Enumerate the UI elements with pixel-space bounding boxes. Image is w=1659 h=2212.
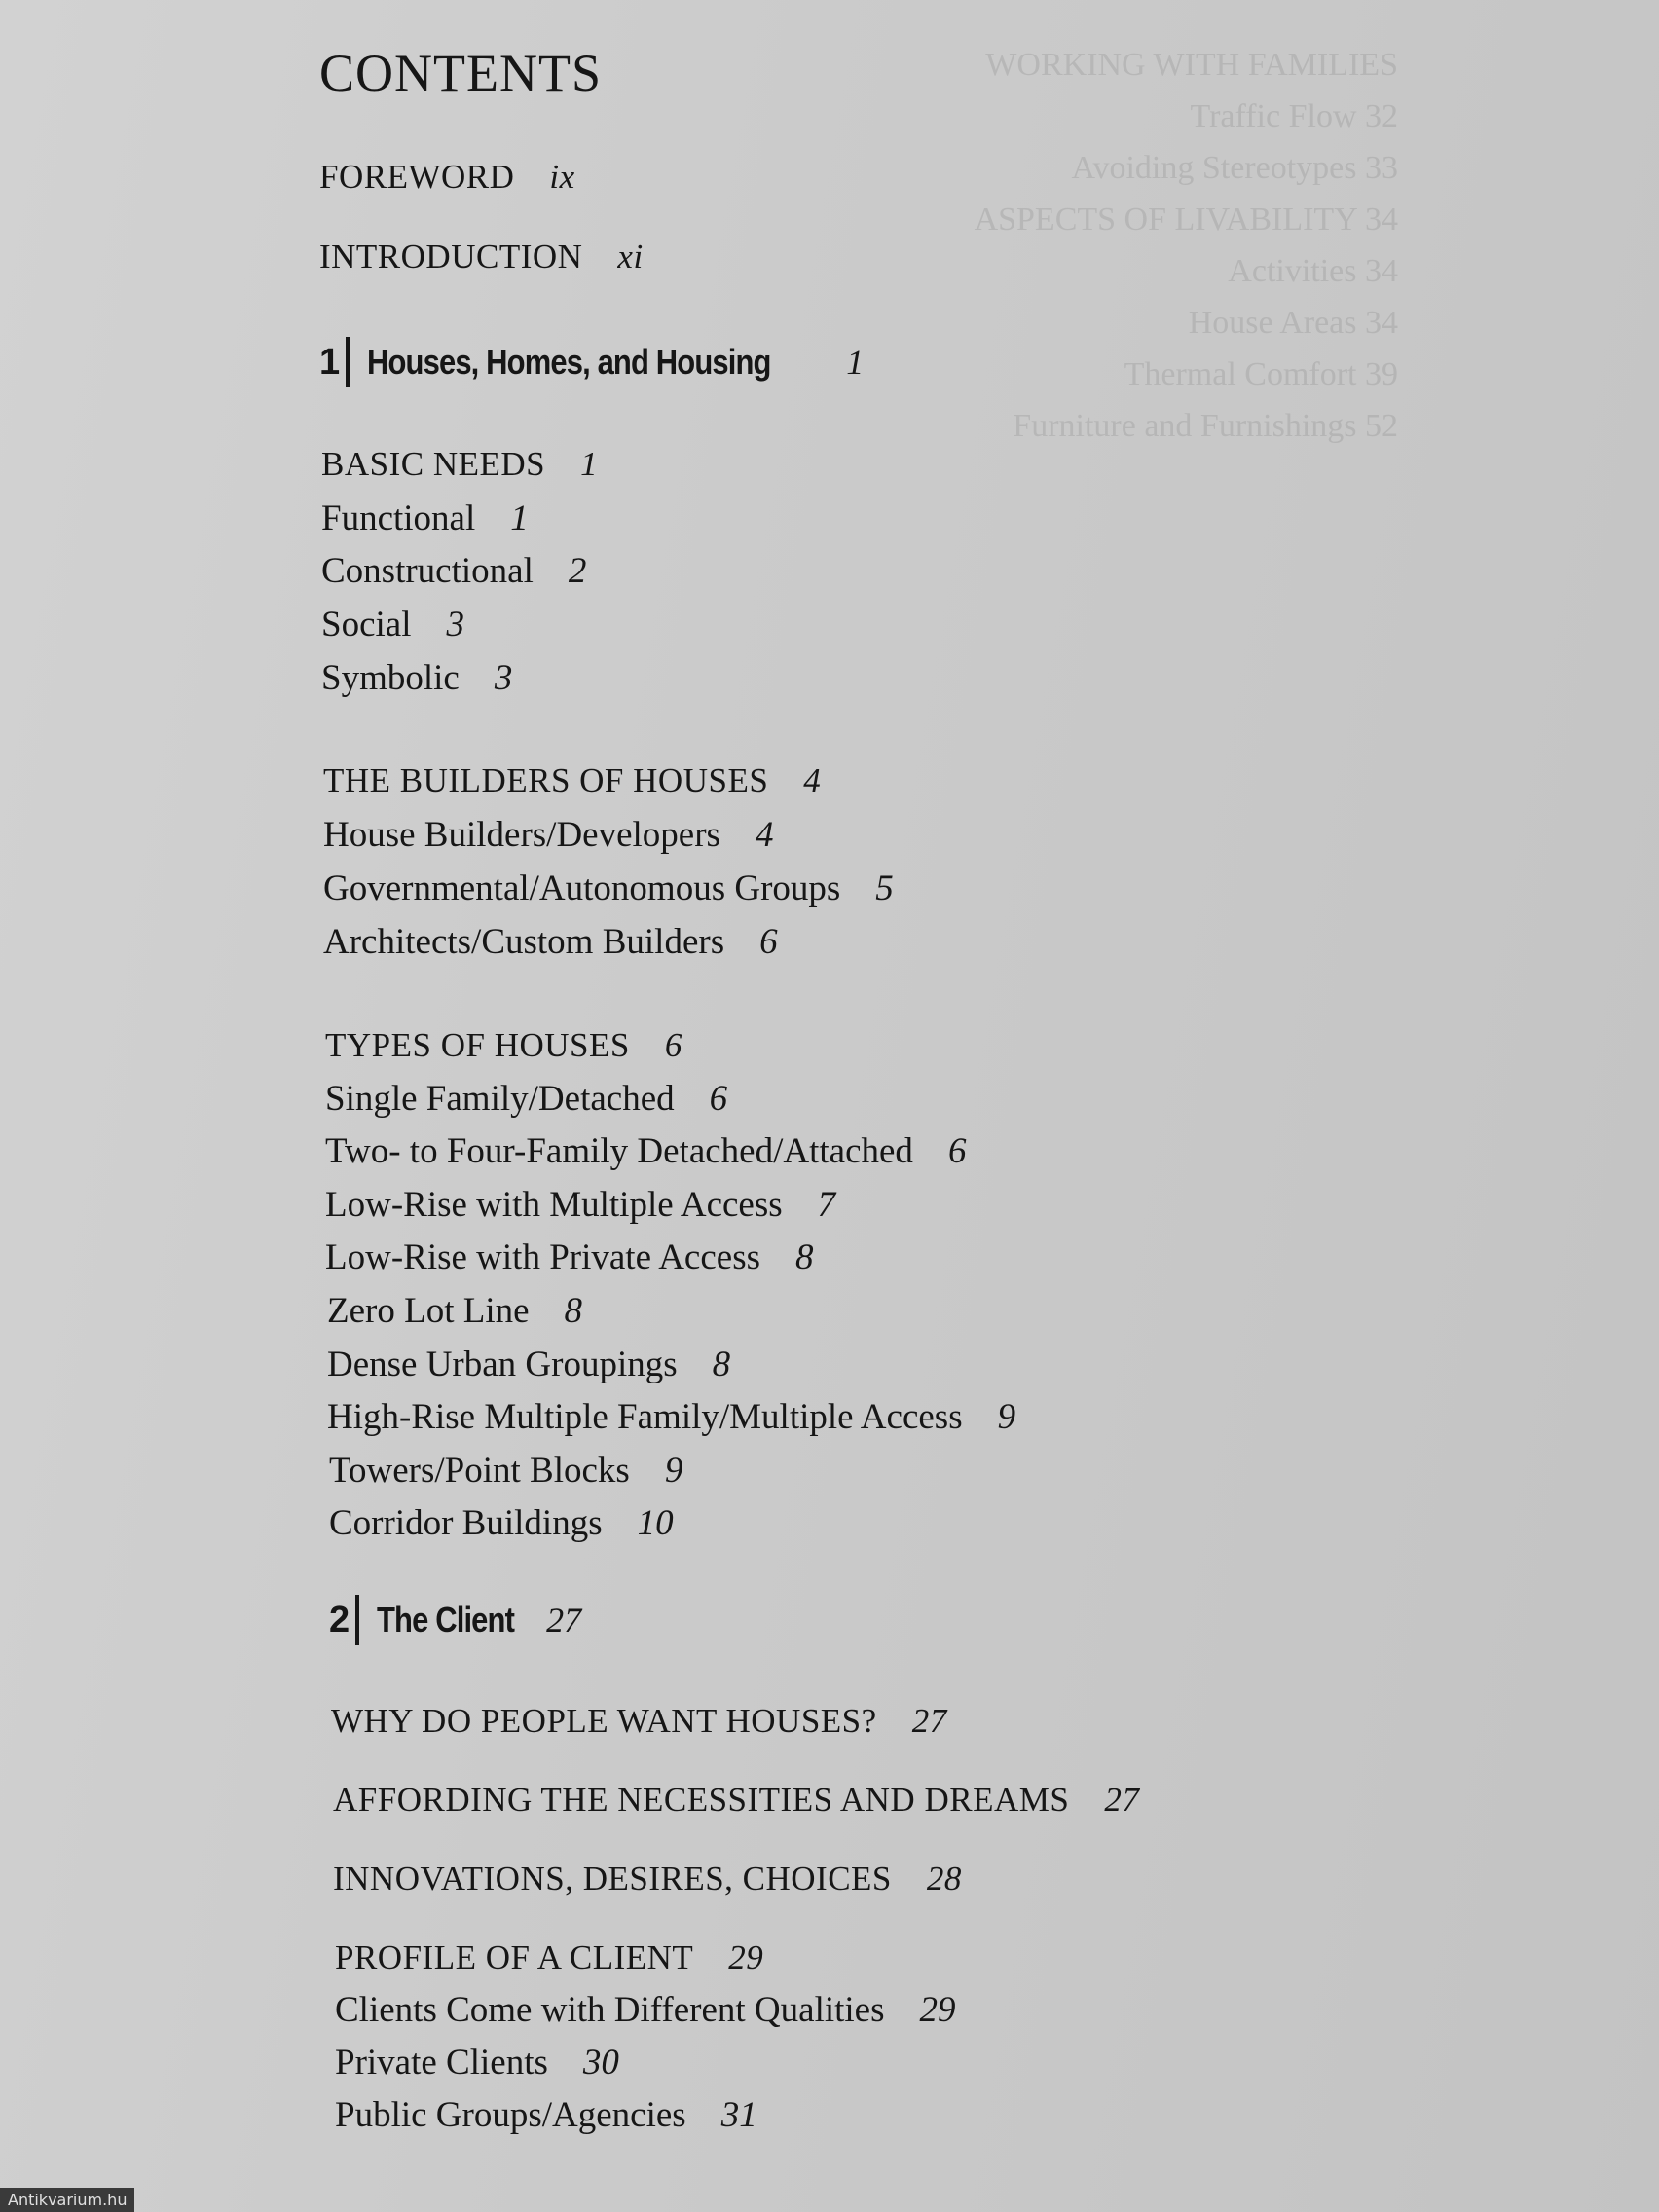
toc-entry: THE BUILDERS OF HOUSES 4 [323,761,822,799]
ghost-line: Furniture and Furnishings 52 [1013,408,1398,444]
site-watermark: Antikvarium.hu [0,2188,134,2212]
toc-subentry: Private Clients 30 [335,2043,619,2083]
toc-entry: AFFORDING THE NECESSITIES AND DREAMS 27 [333,1781,1140,1819]
toc-subentry: High-Rise Multiple Family/Multiple Access 9 [327,1397,1016,1437]
toc-entry: BASIC NEEDS 1 [321,445,599,483]
toc-subentry: Single Family/Detached 6 [325,1079,728,1119]
ghost-line: House Areas 34 [1188,305,1398,341]
toc-subentry: Governmental/Autonomous Groups 5 [323,868,894,908]
toc-subentry: Symbolic 3 [321,658,513,698]
toc-subentry: Social 3 [321,605,464,645]
toc-subentry: Clients Come with Different Qualities 29 [335,1990,956,2030]
toc-subentry: Architects/Custom Builders 6 [323,922,778,962]
toc-subentry: Functional 1 [321,498,529,538]
toc-subentry: Public Groups/Agencies 31 [335,2095,757,2135]
toc-entry: PROFILE OF A CLIENT 29 [335,1938,764,1976]
ghost-line: Activities 34 [1228,253,1398,289]
entry-page: ix [549,158,575,196]
toc-entry: INNOVATIONS, DESIRES, CHOICES 28 [333,1860,962,1898]
chapter-title: The Client [377,1600,515,1640]
chapter-divider [346,337,350,387]
entry-label: FOREWORD [319,158,515,196]
toc-entry: WHY DO PEOPLE WANT HOUSES? 27 [331,1702,947,1740]
toc-subentry: Two- to Four-Family Detached/Attached 6 [325,1131,967,1171]
toc-entry: TYPES OF HOUSES 6 [325,1026,682,1064]
ghost-line: ASPECTS OF LIVABILITY 34 [974,202,1398,238]
ghost-line: Thermal Comfort 39 [1124,356,1398,392]
ghost-line: Traffic Flow 32 [1190,98,1398,134]
toc-subentry: Low-Rise with Multiple Access 7 [325,1185,836,1225]
page-title: CONTENTS [319,44,602,102]
toc-entry-foreword [319,156,575,199]
toc-subentry: Corridor Buildings 10 [329,1503,674,1543]
bleed-through-text [814,39,1398,452]
toc-subentry: Low-Rise with Private Access 8 [325,1237,814,1277]
ghost-line: WORKING WITH FAMILIES [985,47,1398,83]
toc-subentry: Constructional 2 [321,551,587,591]
chapter-number: 1 [319,341,341,383]
toc-subentry: Towers/Point Blocks 9 [329,1451,683,1491]
chapter-title: Houses, Homes, and Housing [367,342,771,382]
chapter-heading-2 [329,1595,581,1645]
chapter-page: 27 [546,1601,582,1640]
toc-subentry: House Builders/Developers 4 [323,815,774,855]
chapter-divider [355,1595,359,1645]
toc-subentry: Zero Lot Line 8 [327,1291,583,1331]
chapter-heading-1 [319,337,864,387]
toc-subentry: Dense Urban Groupings 8 [327,1345,731,1384]
entry-page: xi [617,238,644,276]
entry-label: INTRODUCTION [319,238,583,276]
toc-entry-introduction [319,236,644,278]
chapter-number: 2 [329,1599,350,1641]
chapter-page: 1 [846,343,865,382]
ghost-line: Avoiding Stereotypes 33 [1071,150,1398,186]
